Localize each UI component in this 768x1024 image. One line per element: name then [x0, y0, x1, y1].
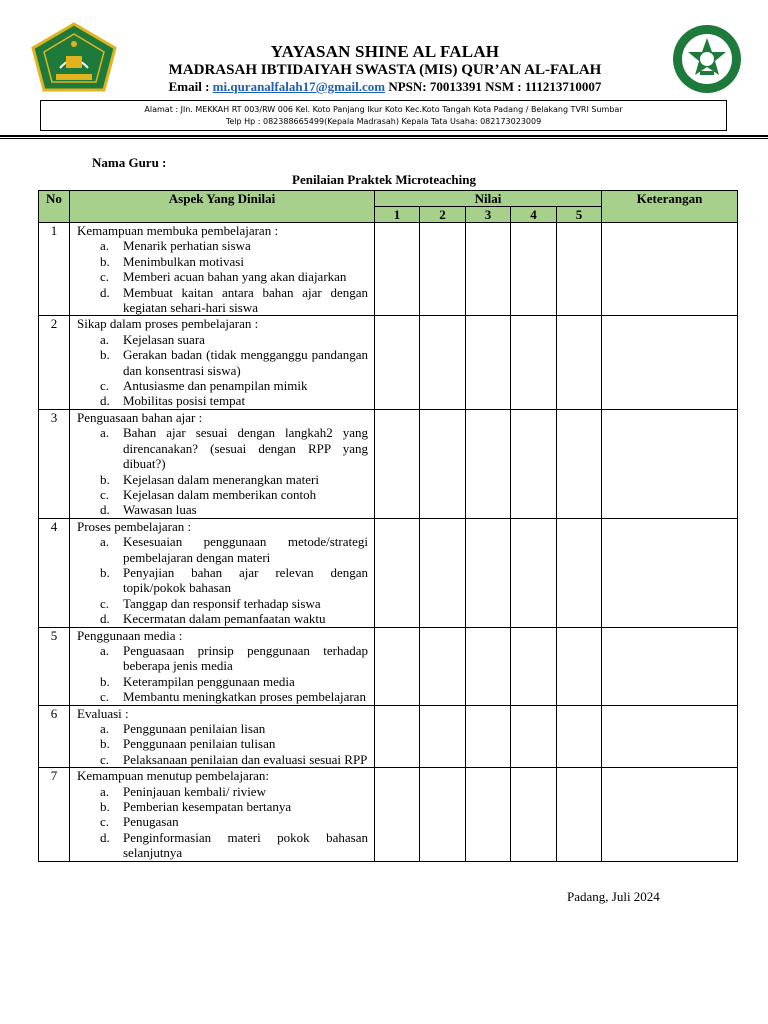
score-cell-3[interactable] [466, 705, 511, 768]
score-cell-2[interactable] [420, 409, 466, 518]
criteria-item [77, 269, 368, 284]
criteria-text: Peninjauan kembali/ riview [123, 783, 266, 799]
criteria-letter: a. [100, 331, 110, 347]
score-header-1: 1 [375, 207, 420, 223]
score-cell-4[interactable] [511, 223, 557, 316]
email-link[interactable]: mi.quranalfalah17@gmail.com [212, 79, 386, 94]
keterangan-cell[interactable] [602, 223, 738, 316]
criteria-text: Penggunaan penilaian lisan [123, 721, 266, 736]
score-cell-3[interactable] [466, 627, 511, 705]
row-number: 6 [39, 705, 70, 768]
phone-line: Telp Hp : 082388665499(Kepala Madrasah) Kepala Tata Usaha: 082173023009 [225, 117, 542, 126]
criteria-item [77, 565, 368, 596]
criteria-item [77, 596, 368, 611]
table-body [39, 223, 738, 862]
criteria-item [77, 799, 368, 814]
score-cell-5[interactable] [557, 518, 602, 627]
criteria-letter: d. [100, 284, 110, 300]
criteria-text: Wawasan luas [123, 502, 197, 518]
score-cell-3[interactable] [466, 768, 511, 861]
header-divider-thin [0, 138, 768, 139]
criteria-text: Keterampilan penggunaan media [123, 673, 295, 689]
place-date: Padang, Juli 2024 [567, 889, 660, 904]
criteria-letter: c. [100, 595, 110, 611]
aspect-cell [70, 409, 375, 518]
form-title: Penilaian Praktek Microteaching [292, 172, 476, 187]
row-number: 5 [39, 627, 70, 705]
score-cell-1[interactable] [375, 409, 420, 518]
score-cell-1[interactable] [375, 518, 420, 627]
aspect-title: Penguasaan bahan ajar : [77, 409, 203, 425]
score-cell-5[interactable] [557, 223, 602, 316]
criteria-text: Kejelasan dalam menerangkan materi [123, 471, 319, 487]
aspect-cell [70, 518, 375, 627]
npsn-nsm: NPSN: 70013391 NSM : 111213710007 [388, 79, 602, 94]
criteria-list [77, 238, 368, 315]
contact-line [120, 79, 650, 95]
aspect-title: Sikap dalam proses pembelajaran : [77, 316, 259, 332]
criteria-text: Pemberian kesempatan bertanya [123, 799, 292, 815]
email-label: Email : [168, 79, 210, 94]
criteria-letter: a. [100, 425, 110, 441]
aspect-cell [70, 316, 375, 409]
criteria-letter: a. [100, 642, 110, 658]
header-keterangan: Keterangan [602, 191, 738, 223]
criteria-text: Tanggap dan responsif terhadap siswa [123, 595, 321, 611]
score-cell-2[interactable] [420, 768, 466, 861]
criteria-text: Kesesuaian penggunaan metode/strategi pembelajaran dengan materi [123, 534, 368, 565]
score-cell-5[interactable] [557, 409, 602, 518]
table-header-row [39, 191, 738, 207]
criteria-item [77, 425, 368, 471]
criteria-item [77, 502, 368, 517]
criteria-list [77, 721, 368, 767]
table-row [39, 705, 738, 768]
aspect-title: Kemampuan membuka pembelajaran : [77, 223, 279, 238]
assessment-table [38, 190, 738, 862]
criteria-item [77, 784, 368, 799]
aspect-title: Penggunaan media : [77, 627, 183, 643]
keterangan-cell[interactable] [602, 316, 738, 409]
row-number: 3 [39, 409, 70, 518]
criteria-text: Memberi acuan bahan yang akan diajarkan [123, 269, 347, 285]
score-cell-3[interactable] [466, 518, 511, 627]
score-cell-5[interactable] [557, 627, 602, 705]
criteria-item [77, 534, 368, 565]
score-cell-4[interactable] [511, 409, 557, 518]
criteria-text: Menarik perhatian siswa [123, 238, 251, 254]
table-row [39, 223, 738, 316]
criteria-letter: a. [100, 238, 110, 254]
criteria-item [77, 689, 368, 704]
criteria-letter: b. [100, 471, 110, 487]
criteria-letter: a. [100, 783, 110, 799]
keterangan-cell[interactable] [602, 518, 738, 627]
criteria-letter: c. [100, 814, 110, 830]
score-cell-3[interactable] [466, 223, 511, 316]
criteria-item [77, 378, 368, 393]
school-name: MADRASAH IBTIDAIYAH SWASTA (MIS) QUR’AN AL-FALAH [168, 62, 602, 78]
criteria-text: Antusiasme dan penampilan mimik [123, 378, 308, 394]
criteria-letter: b. [100, 564, 110, 580]
keterangan-cell[interactable] [602, 705, 738, 768]
table-row [39, 768, 738, 861]
aspect-title: Evaluasi : [77, 705, 129, 721]
header-aspek: Aspek Yang Dinilai [70, 191, 375, 223]
criteria-item [77, 332, 368, 347]
row-number: 1 [39, 223, 70, 316]
criteria-list [77, 784, 368, 861]
criteria-item [77, 674, 368, 689]
criteria-letter: c. [100, 486, 110, 502]
score-cell-1[interactable] [375, 705, 420, 768]
criteria-text: Kejelasan suara [123, 331, 205, 347]
criteria-text: Gerakan badan (tidak mengganggu pandangan dan konsentrasi siswa) [123, 347, 368, 378]
score-cell-1[interactable] [375, 316, 420, 409]
keterangan-cell[interactable] [602, 768, 738, 861]
criteria-item [77, 721, 368, 736]
score-cell-4[interactable] [511, 518, 557, 627]
header-no: No [39, 191, 70, 223]
criteria-letter: b. [100, 347, 110, 363]
row-number: 4 [39, 518, 70, 627]
score-cell-5[interactable] [557, 768, 602, 861]
criteria-letter: a. [100, 534, 110, 550]
score-cell-3[interactable] [466, 409, 511, 518]
score-cell-5[interactable] [557, 705, 602, 768]
criteria-item [77, 254, 368, 269]
criteria-text: Membuat kaitan antara bahan ajar dengan kegiatan sehari-hari siswa [123, 284, 368, 316]
criteria-item [77, 830, 368, 861]
kemenag-logo-icon [30, 22, 118, 94]
row-number: 2 [39, 316, 70, 409]
aspect-cell [70, 627, 375, 705]
score-header-3: 3 [466, 207, 511, 223]
criteria-item [77, 814, 368, 829]
criteria-letter: b. [100, 736, 110, 752]
score-header-5: 5 [557, 207, 602, 223]
foundation-name: YAYASAN SHINE AL FALAH [270, 42, 500, 61]
criteria-letter: c. [100, 269, 110, 285]
score-cell-2[interactable] [420, 627, 466, 705]
criteria-letter: c. [100, 751, 110, 767]
header-nilai: Nilai [375, 191, 602, 207]
table-row [39, 627, 738, 705]
score-cell-4[interactable] [511, 705, 557, 768]
criteria-letter: b. [100, 673, 110, 689]
criteria-item [77, 487, 368, 502]
score-cell-1[interactable] [375, 627, 420, 705]
score-cell-4[interactable] [511, 316, 557, 409]
criteria-item [77, 643, 368, 674]
aspect-title: Proses pembelajaran : [77, 518, 192, 534]
criteria-text: Pelaksanaan penilaian dan evaluasi sesuai RPP [123, 751, 368, 767]
criteria-list [77, 425, 368, 517]
score-cell-2[interactable] [420, 518, 466, 627]
criteria-letter: b. [100, 253, 110, 269]
header-divider [0, 135, 768, 137]
criteria-list [77, 332, 368, 409]
criteria-text: Mobilitas posisi tempat [123, 393, 246, 409]
criteria-letter: b. [100, 799, 110, 815]
criteria-letter: d. [100, 502, 110, 518]
aspect-title: Kemampuan menutup pembelajaran: [77, 768, 270, 784]
score-cell-2[interactable] [420, 705, 466, 768]
criteria-item [77, 347, 368, 378]
score-cell-2[interactable] [420, 223, 466, 316]
criteria-item [77, 238, 368, 253]
criteria-letter: d. [100, 393, 110, 409]
criteria-item [77, 736, 368, 751]
table-row [39, 316, 738, 409]
aspect-cell [70, 705, 375, 768]
criteria-text: Menimbulkan motivasi [123, 253, 244, 269]
criteria-list [77, 643, 368, 705]
criteria-letter: d. [100, 611, 110, 627]
table-row [39, 409, 738, 518]
criteria-item [77, 285, 368, 316]
criteria-text: Membantu meningkatkan proses pembelajaran [123, 689, 366, 705]
table-row [39, 518, 738, 627]
score-cell-4[interactable] [511, 627, 557, 705]
criteria-list [77, 534, 368, 626]
keterangan-cell[interactable] [602, 409, 738, 518]
criteria-letter: c. [100, 689, 110, 705]
score-cell-3[interactable] [466, 316, 511, 409]
score-cell-2[interactable] [420, 316, 466, 409]
criteria-text: Penugasan [123, 814, 179, 830]
address-line: Alamat : Jln. MEKKAH RT 003/RW 006 Kel. Koto Panjang Ikur Koto Kec.Koto Tangah Kota Padang / Belakang TVRI Sumbar [144, 105, 623, 114]
score-cell-4[interactable] [511, 768, 557, 861]
score-cell-1[interactable] [375, 768, 420, 861]
score-cell-1[interactable] [375, 223, 420, 316]
criteria-item [77, 472, 368, 487]
row-number: 7 [39, 768, 70, 861]
criteria-text: Penggunaan penilaian tulisan [123, 736, 276, 752]
aspect-cell [70, 223, 375, 316]
teacher-name-label: Nama Guru : [92, 155, 167, 170]
criteria-letter: c. [100, 378, 110, 394]
criteria-letter: d. [100, 829, 110, 845]
criteria-item [77, 752, 368, 767]
criteria-text: Kecermatan dalam pemanfaatan waktu [123, 611, 326, 627]
criteria-text: Penginformasian materi pokok bahasan selanjutnya [123, 829, 368, 861]
score-cell-5[interactable] [557, 316, 602, 409]
score-header-2: 2 [420, 207, 466, 223]
criteria-letter: a. [100, 721, 110, 736]
criteria-text: Bahan ajar sesuai dengan langkah2 yang direncanakan? (sesuai dengan RPP yang dibuat?) [123, 425, 368, 472]
criteria-text: Penyajian bahan ajar relevan dengan topik/pokok bahasan [123, 564, 368, 596]
address-box [40, 100, 727, 131]
criteria-item [77, 611, 368, 626]
aspect-cell [70, 768, 375, 861]
keterangan-cell[interactable] [602, 627, 738, 705]
criteria-text: Penguasaan prinsip penggunaan terhadap beberapa jenis media [123, 642, 368, 674]
criteria-text: Kejelasan dalam memberikan contoh [123, 486, 317, 502]
score-header-4: 4 [511, 207, 557, 223]
school-emblem-icon [672, 24, 742, 94]
criteria-item [77, 393, 368, 408]
